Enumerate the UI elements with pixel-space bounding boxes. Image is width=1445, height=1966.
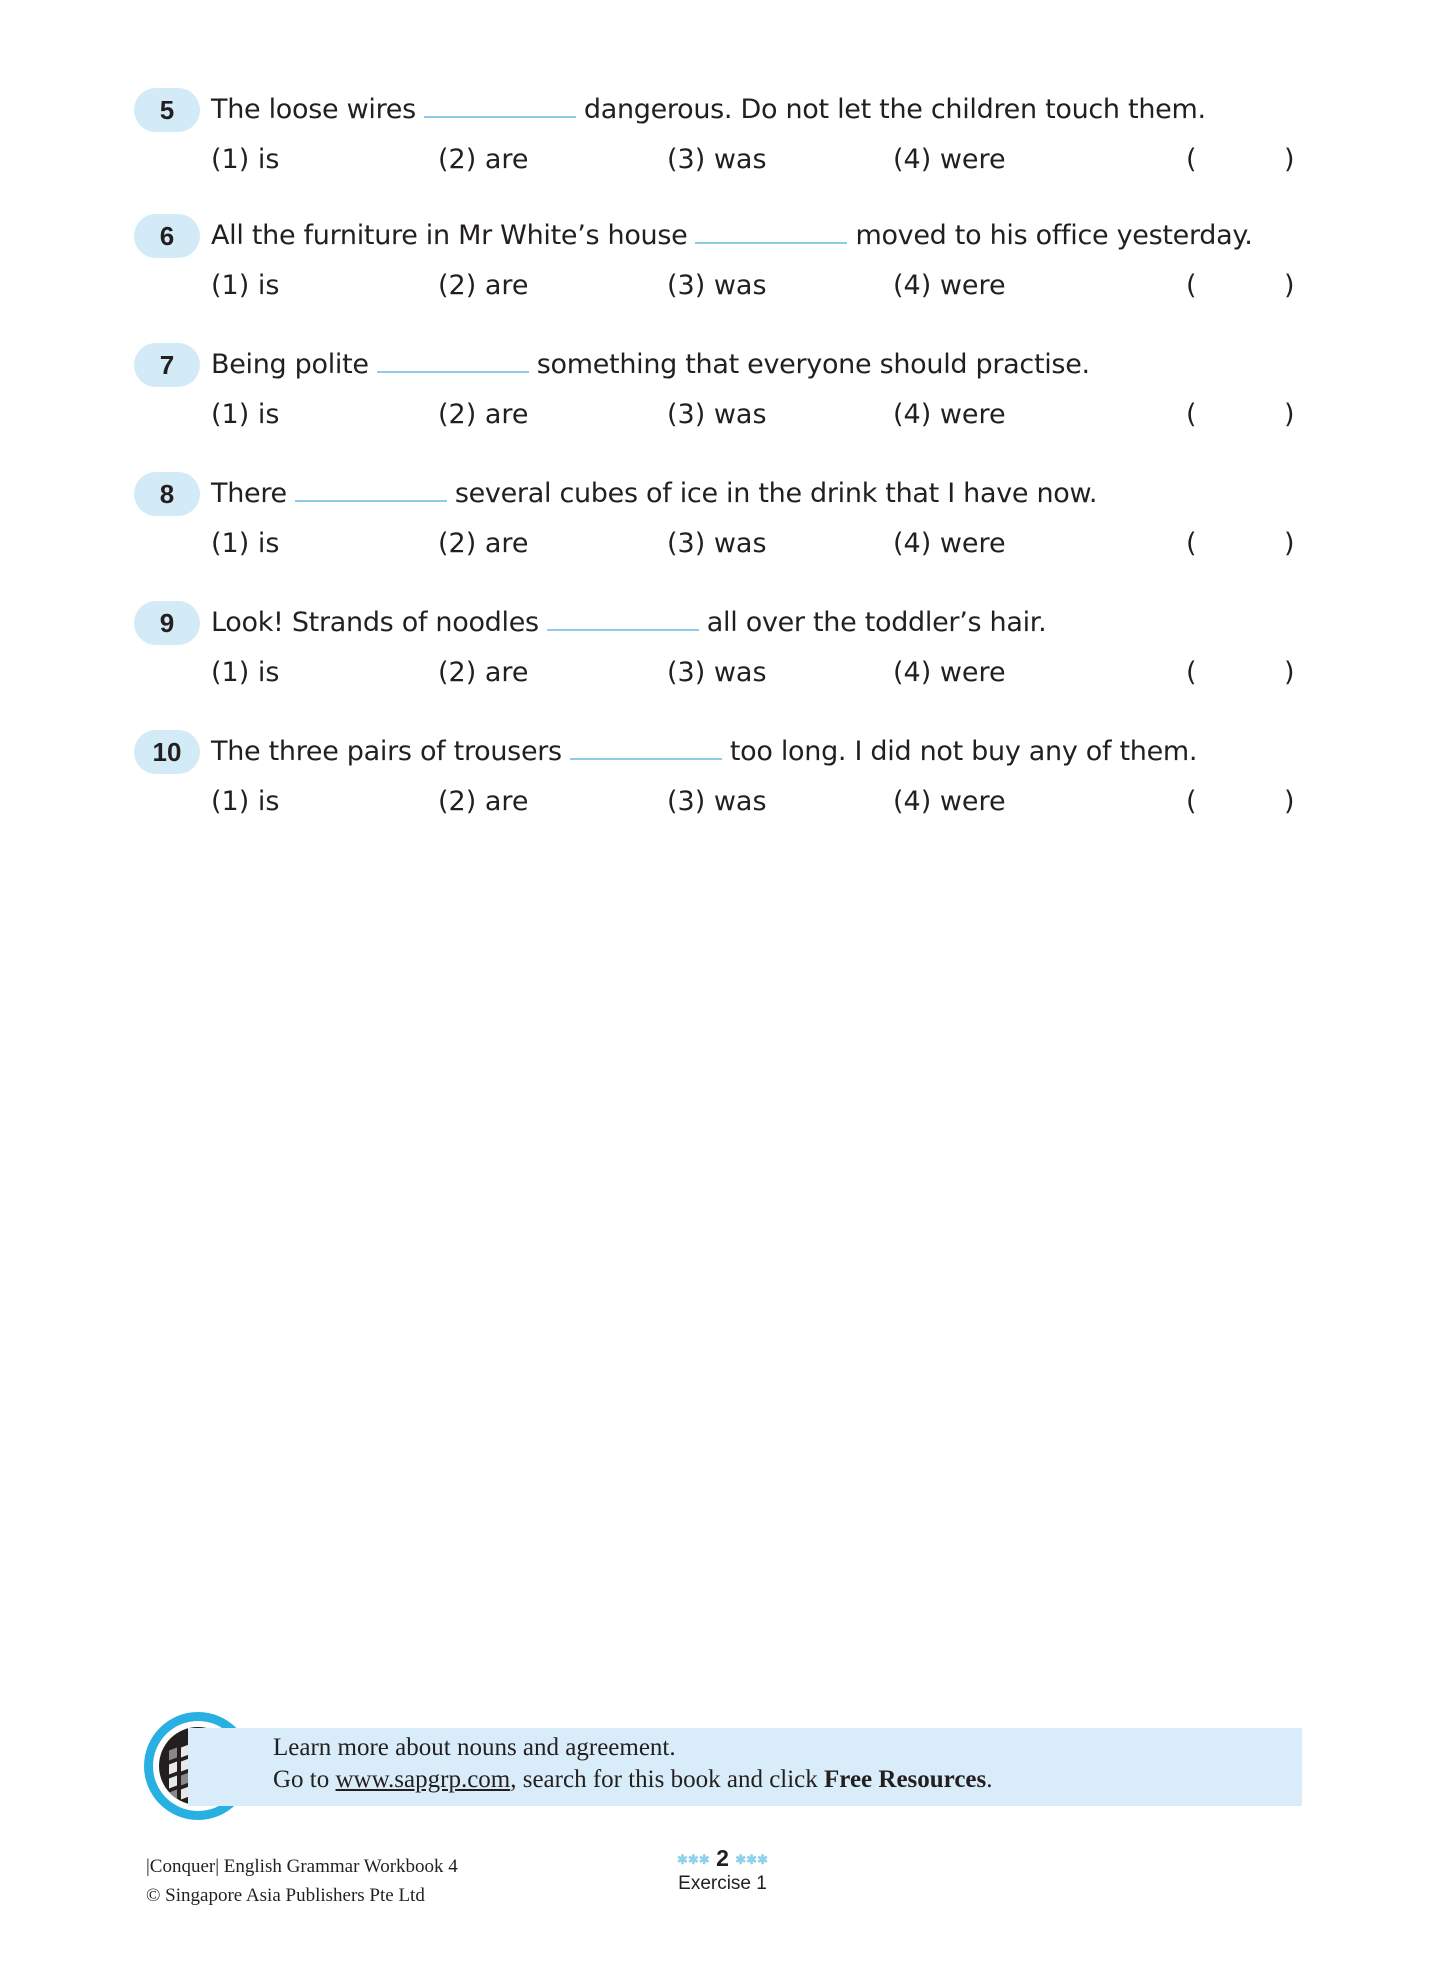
option-4[interactable]: (4) were <box>893 786 1006 817</box>
page-number-row <box>0 1845 1445 1872</box>
info-text: Go to <box>273 1766 330 1793</box>
sentence-start: Look! Strands of noodles <box>211 607 539 638</box>
option-2[interactable]: (2) are <box>438 528 529 559</box>
question-sentence <box>211 734 1197 770</box>
info-text: , search for this book and click <box>510 1766 818 1793</box>
sentence-start: All the furniture in Mr White’s house <box>211 220 688 251</box>
question-number: 6 <box>134 214 200 258</box>
question-sentence <box>211 218 1252 254</box>
info-text: . <box>986 1766 993 1793</box>
question-number: 5 <box>134 88 200 132</box>
answer-paren-close: ) <box>1284 144 1295 175</box>
question-number: 9 <box>134 601 200 645</box>
question-number: 7 <box>134 343 200 387</box>
answer-paren-open: ( <box>1186 144 1197 175</box>
copyright: © Singapore Asia Publishers Pte Ltd <box>146 1885 425 1906</box>
option-3[interactable]: (3) was <box>667 786 767 817</box>
option-1[interactable]: (1) is <box>211 270 280 301</box>
option-4[interactable]: (4) were <box>893 657 1006 688</box>
logo-block <box>169 1748 177 1761</box>
option-3[interactable]: (3) was <box>667 144 767 175</box>
answer-paren-close: ) <box>1284 528 1295 559</box>
answer-blank[interactable] <box>377 349 529 373</box>
option-3[interactable]: (3) was <box>667 399 767 430</box>
answer-blank[interactable] <box>695 220 847 244</box>
answer-blank[interactable] <box>547 607 699 631</box>
option-2[interactable]: (2) are <box>438 786 529 817</box>
answer-blank[interactable] <box>570 736 722 760</box>
question-number: 8 <box>134 472 200 516</box>
logo-block <box>169 1776 177 1789</box>
option-1[interactable]: (1) is <box>211 657 280 688</box>
sentence-end: several cubes of ice in the drink that I have now. <box>454 478 1098 509</box>
sentence-start: The three pairs of trousers <box>211 736 562 767</box>
option-3[interactable]: (3) was <box>667 657 767 688</box>
option-4[interactable]: (4) were <box>893 144 1006 175</box>
star-decoration-icon: ✱✱✱ <box>677 1851 710 1867</box>
option-1[interactable]: (1) is <box>211 399 280 430</box>
question-sentence <box>211 347 1090 383</box>
option-1[interactable]: (1) is <box>211 528 280 559</box>
question-sentence <box>211 605 1046 641</box>
option-2[interactable]: (2) are <box>438 270 529 301</box>
question-sentence <box>211 476 1097 512</box>
sentence-end: too long. I did not buy any of them. <box>729 736 1198 767</box>
question-number: 10 <box>134 730 200 774</box>
answer-blank[interactable] <box>295 478 447 502</box>
answer-paren-close: ) <box>1284 657 1295 688</box>
star-decoration-icon: ✱✱✱ <box>735 1851 768 1867</box>
website-link[interactable]: www.sapgrp.com <box>335 1766 511 1793</box>
answer-paren-close: ) <box>1284 270 1295 301</box>
option-3[interactable]: (3) was <box>667 270 767 301</box>
page-number: 2 <box>716 1845 729 1871</box>
question-item <box>0 94 1445 210</box>
question-item <box>0 349 1445 465</box>
answer-paren-open: ( <box>1186 270 1197 301</box>
sentence-end: dangerous. Do not let the children touch them. <box>583 94 1206 125</box>
option-2[interactable]: (2) are <box>438 399 529 430</box>
question-item <box>0 736 1445 852</box>
sentence-end: all over the toddler’s hair. <box>706 607 1047 638</box>
question-item <box>0 607 1445 723</box>
answer-paren-close: ) <box>1284 786 1295 817</box>
answer-paren-close: ) <box>1284 399 1295 430</box>
option-4[interactable]: (4) were <box>893 399 1006 430</box>
sentence-start: The loose wires <box>211 94 416 125</box>
option-2[interactable]: (2) are <box>438 144 529 175</box>
option-1[interactable]: (1) is <box>211 786 280 817</box>
answer-paren-open: ( <box>1186 399 1197 430</box>
answer-blank[interactable] <box>424 94 576 118</box>
option-2[interactable]: (2) are <box>438 657 529 688</box>
book-title: |Conquer| English Grammar Workbook 4 <box>146 1856 458 1877</box>
answer-paren-open: ( <box>1186 528 1197 559</box>
logo-block <box>169 1762 177 1775</box>
info-line-2 <box>273 1766 993 1794</box>
answer-paren-open: ( <box>1186 657 1197 688</box>
sentence-start: Being polite <box>211 349 369 380</box>
sentence-start: There <box>211 478 287 509</box>
option-3[interactable]: (3) was <box>667 528 767 559</box>
option-1[interactable]: (1) is <box>211 144 280 175</box>
info-line-1: Learn more about nouns and agreement. <box>273 1734 676 1761</box>
sentence-end: something that everyone should practise. <box>536 349 1090 380</box>
question-item <box>0 220 1445 336</box>
option-4[interactable]: (4) were <box>893 528 1006 559</box>
sentence-end: moved to his office yesterday. <box>855 220 1253 251</box>
free-resources-box <box>188 1728 1302 1806</box>
free-resources-label: Free Resources <box>824 1766 987 1793</box>
question-item <box>0 478 1445 594</box>
answer-paren-open: ( <box>1186 786 1197 817</box>
section-label: Exercise 1 <box>678 1873 767 1894</box>
question-sentence <box>211 92 1206 128</box>
option-4[interactable]: (4) were <box>893 270 1006 301</box>
